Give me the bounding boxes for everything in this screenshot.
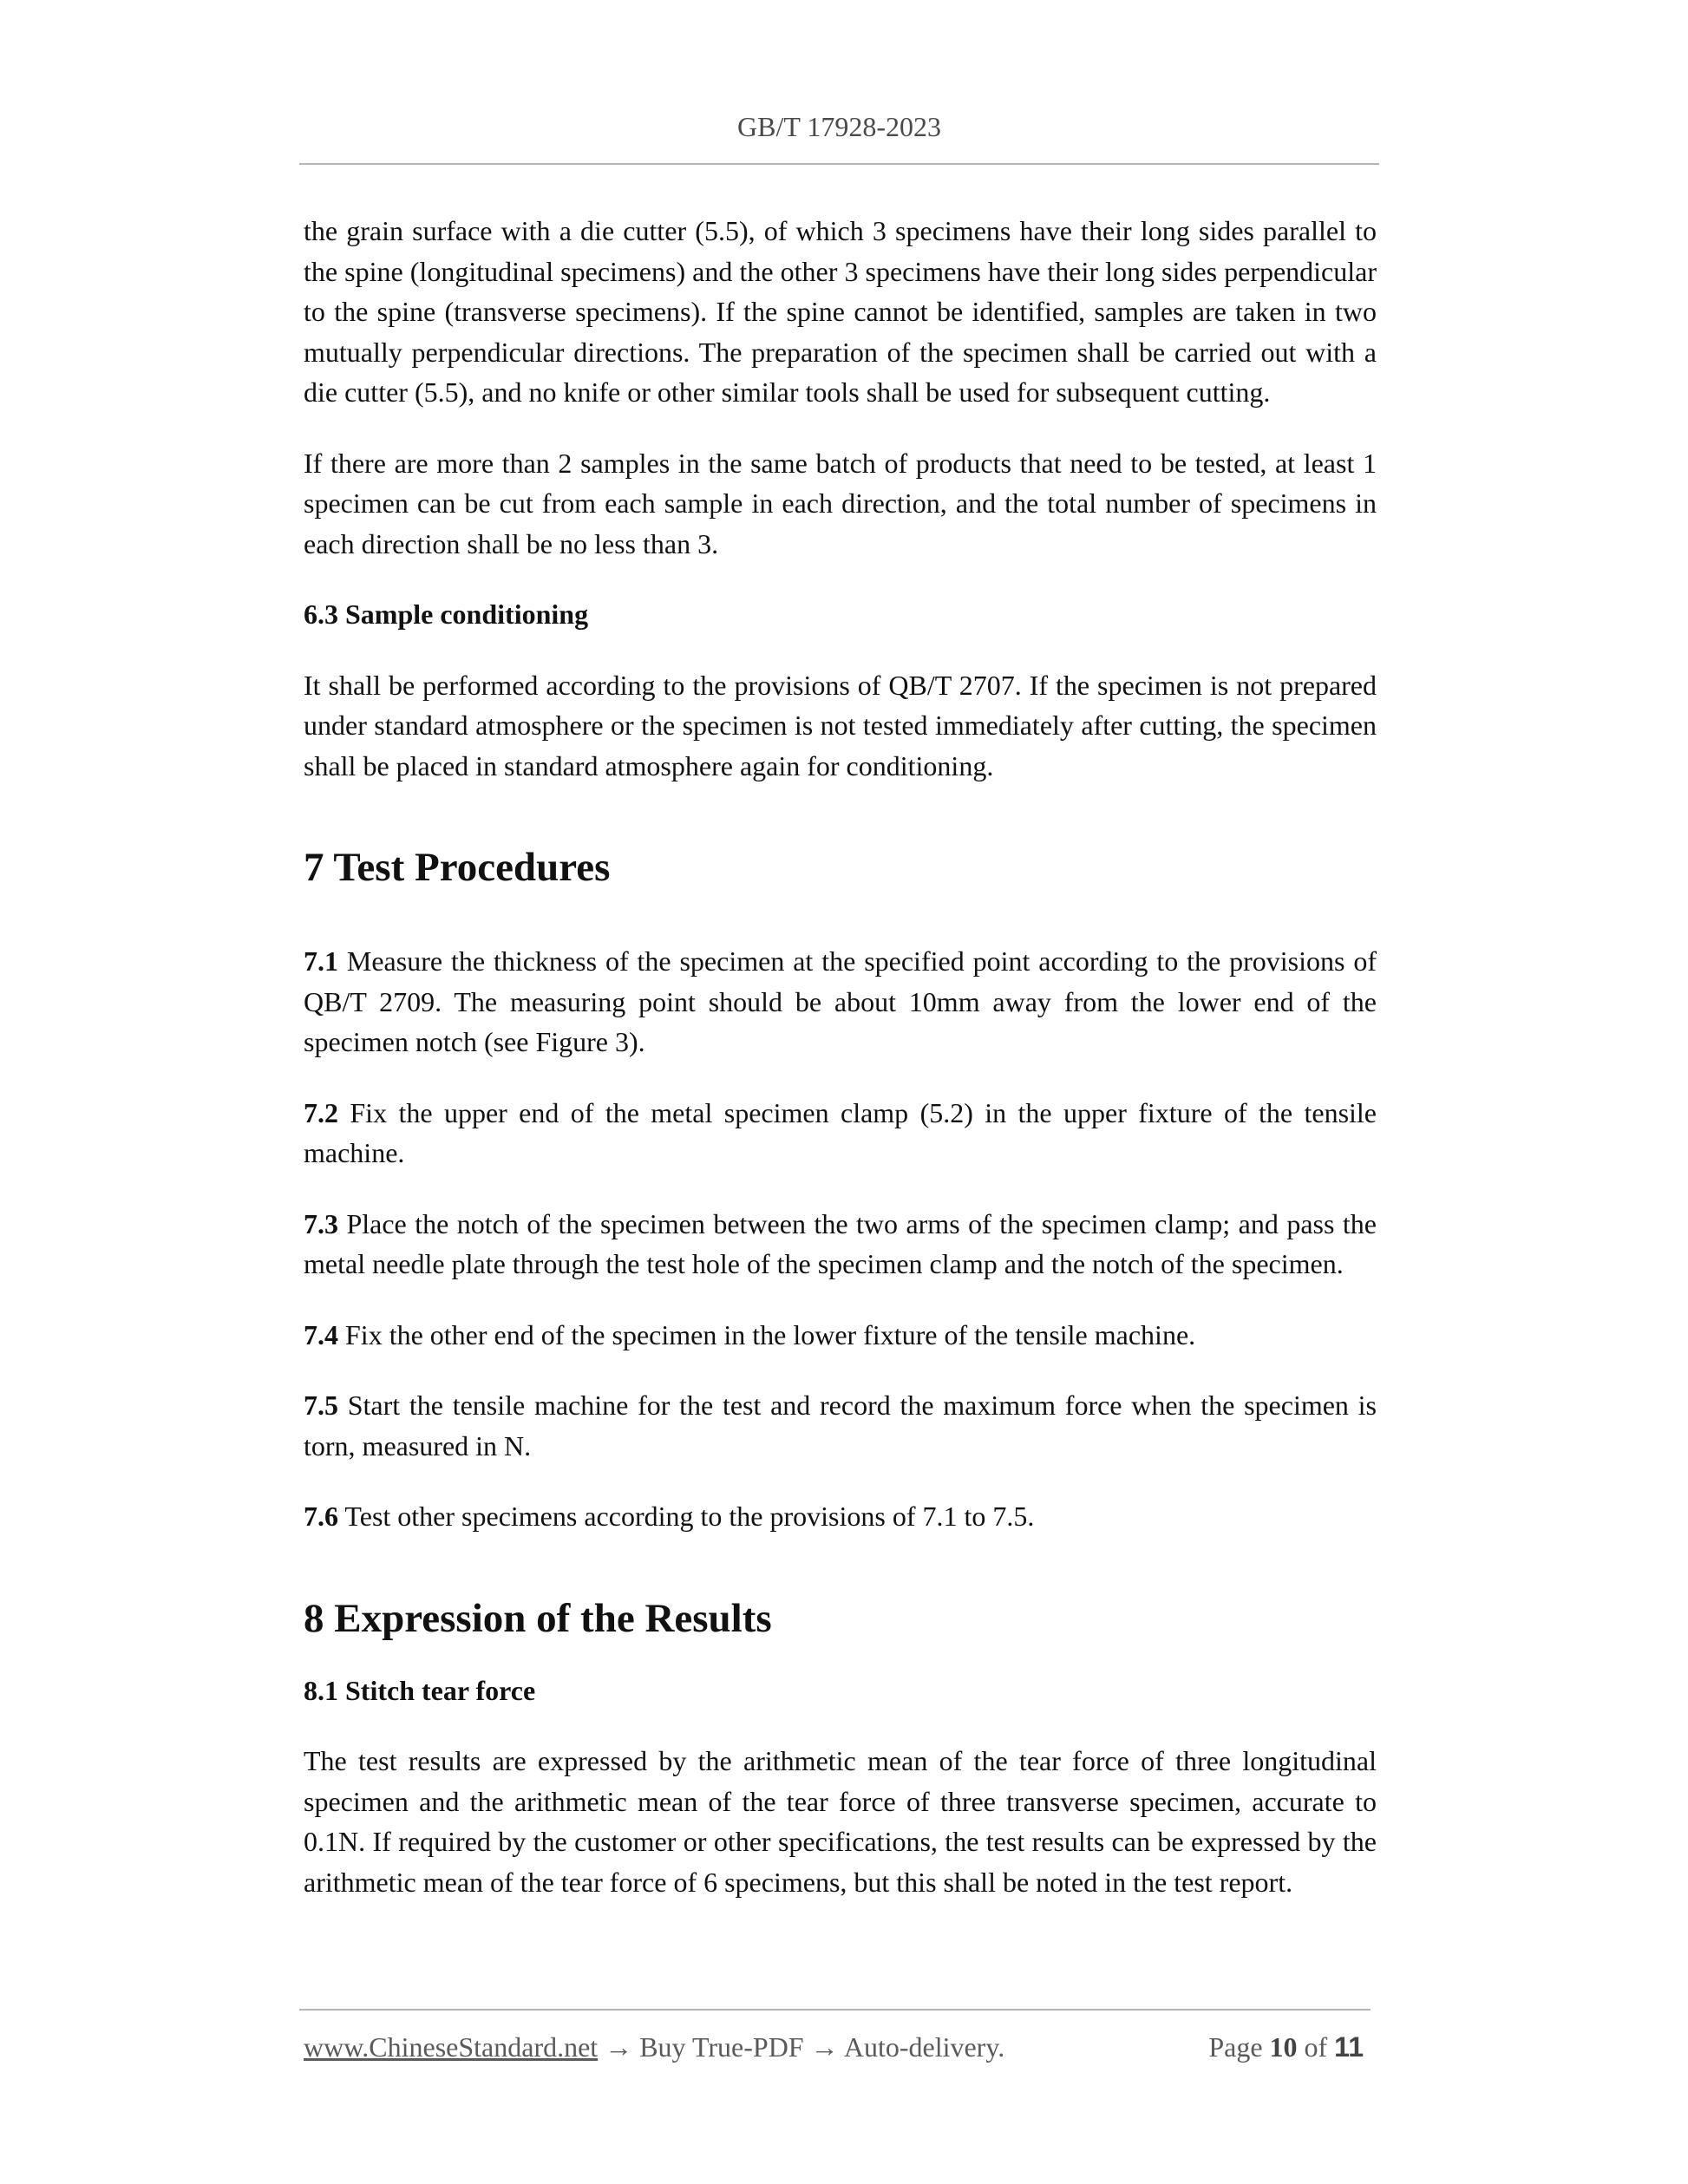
page-label: Page xyxy=(1208,2031,1263,2063)
arrow-right-icon: → xyxy=(605,2031,633,2063)
step-text: Place the notch of the specimen between the two arms of the specimen clamp; and pass the metal needle plate through the test hole of the specimen clamp and the notch of the specimen. xyxy=(304,1207,1377,1279)
auto-delivery-text: Auto-delivery. xyxy=(843,2031,1005,2063)
step-number: 7.5 xyxy=(304,1390,338,1421)
step-number: 7.2 xyxy=(304,1096,338,1128)
website-link[interactable]: www.ChineseStandard.net xyxy=(304,2031,599,2063)
step-7-1 xyxy=(304,941,1377,1063)
step-7-4 xyxy=(304,1315,1377,1356)
header-divider xyxy=(299,163,1379,165)
step-number: 7.3 xyxy=(304,1207,338,1239)
step-7-6 xyxy=(304,1496,1377,1537)
paragraph-specimen-cutting: the grain surface with a die cutter (5.5), of which 3 specimens have their long sides parallel to the spine (longitudinal specimens) and the other 3 specimens have their long sides perpendicular to the spine (transverse specimens). If the spine cannot be identified, samples are taken in two mutually perpendicular directions. The preparation of the specimen shall be carried out with a die cutter (5.5), and no knife or other similar tools shall be used for subsequent cutting. xyxy=(304,215,1377,408)
step-text: Measure the thickness of the specimen at the specified point according to the provisions of QB/T 2709. The measuring point should be about 10mm away from the lower end of the specimen notch (see Figure 3). xyxy=(304,945,1377,1057)
paragraph-8-1: The test results are expressed by the arithmetic mean of the tear force of three longitudinal specimen and the arithmetic mean of the tear force of three transverse specimen, accurate to 0.1N. If required by the customer or other specifications, the test results can be expressed by the arithmetic mean of the tear force of 6 specimens, but this shall be noted in the test report. xyxy=(304,1745,1377,1898)
step-number: 7.1 xyxy=(304,945,338,977)
page-total: 11 xyxy=(1334,2031,1364,2063)
step-7-5 xyxy=(304,1385,1377,1466)
step-7-3 xyxy=(304,1204,1377,1285)
paragraph-batch-samples: If there are more than 2 samples in the same batch of products that need to be tested, at least 1 specimen can be cut from each sample in each direction, and the total number of specimens in each direction shall be no less than 3. xyxy=(304,447,1377,559)
step-text: Test other specimens according to the provisions of 7.1 to 7.5. xyxy=(338,1501,1035,1532)
heading-8-1: 8.1 Stitch tear force xyxy=(304,1674,536,1706)
footer-divider xyxy=(299,2009,1371,2011)
heading-section-8: 8 Expression of the Results xyxy=(304,1595,772,1641)
heading-6-3: 6.3 Sample conditioning xyxy=(304,598,589,630)
step-text: Fix the other end of the specimen in the lower fixture of the tensile machine. xyxy=(338,1318,1196,1350)
document-footer xyxy=(304,2027,1371,2067)
buy-pdf-text: Buy True-PDF xyxy=(639,2031,804,2063)
heading-section-7: 7 Test Procedures xyxy=(304,845,611,890)
step-text: Start the tensile machine for the test and record the maximum force when the specimen is torn, measured in N. xyxy=(304,1390,1377,1461)
step-number: 7.6 xyxy=(304,1501,338,1532)
step-text: Fix the upper end of the metal specimen clamp (5.2) in the upper fixture of the tensile machine. xyxy=(304,1096,1377,1168)
page-number: 10 xyxy=(1269,2031,1298,2063)
step-7-2 xyxy=(304,1093,1377,1174)
of-label: of xyxy=(1304,2031,1328,2063)
page-indicator xyxy=(1208,2027,1364,2067)
document-header: GB/T 17928-2023 xyxy=(737,111,941,142)
arrow-right-icon: → xyxy=(810,2031,839,2063)
paragraph-6-3: It shall be performed according to the provisions of QB/T 2707. If the specimen is not prepared under standard atmosphere or the specimen is not tested immediately after cutting, the specimen shall be placed in standard atmosphere again for conditioning. xyxy=(304,669,1377,781)
step-number: 7.4 xyxy=(304,1318,338,1350)
footer-links xyxy=(304,2027,1004,2067)
page-content xyxy=(304,211,1377,1902)
